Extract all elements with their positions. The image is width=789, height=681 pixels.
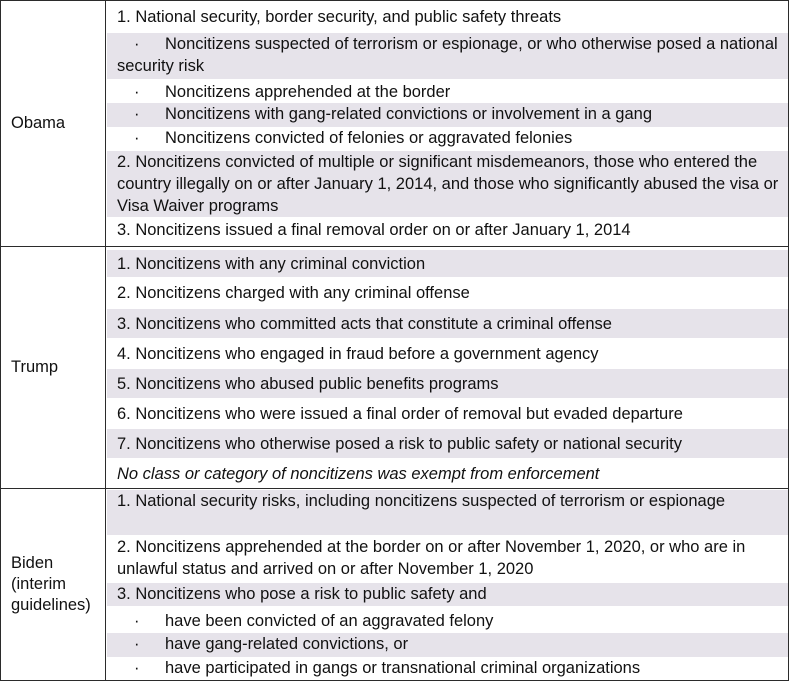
group-biden: [1, 488, 788, 680]
biden-priority-list: [107, 489, 788, 680]
bullet-dot: ·: [134, 105, 140, 123]
row-label-biden: [1, 489, 106, 680]
group-obama: [1, 1, 788, 246]
list-item: 7. Noncitizens who otherwise posed a risk to public safety or national security: [107, 429, 788, 458]
row-label-obama: [1, 1, 106, 246]
group-trump: [1, 246, 788, 488]
label-text: Obama: [11, 114, 66, 132]
list-item: · Noncitizens suspected of terrorism or espionage, or who otherwise posed a national security risk: [107, 33, 788, 79]
label-text: Biden (interim guidelines): [11, 554, 91, 614]
list-item: 2. Noncitizens apprehended at the border on or after November 1, 2020, or who are in unlawful status and arrived on or after November 1, 2020: [107, 536, 788, 580]
list-item: · have been convicted of an aggravated felony: [107, 610, 788, 632]
bullet-dot: ·: [134, 83, 140, 101]
list-item: 1. National security, border security, and public safety threats: [107, 6, 788, 28]
list-item: 3. Noncitizens who committed acts that constitute a criminal offense: [107, 309, 788, 338]
list-item: 1. Noncitizens with any criminal conviction: [107, 250, 788, 277]
list-item: 3. Noncitizens who pose a risk to public safety and: [107, 583, 788, 606]
list-item: 3. Noncitizens issued a final removal order on or after January 1, 2014: [107, 219, 788, 243]
list-item: 2. Noncitizens charged with any criminal offense: [107, 278, 788, 308]
bullet-dot: ·: [134, 635, 140, 653]
list-item: · have gang-related convictions, or: [107, 633, 788, 657]
exemption-note: No class or category of noncitizens was exempt from enforcement: [107, 459, 788, 488]
trump-priority-list: [107, 247, 788, 488]
list-item: · have participated in gangs or transnational criminal organizations: [107, 657, 788, 679]
bullet-dot: ·: [134, 35, 140, 53]
bullet-dot: ·: [134, 659, 140, 677]
bullet-dot: ·: [134, 612, 140, 630]
bullet-dot: ·: [134, 129, 140, 147]
list-item: 5. Noncitizens who abused public benefits programs: [107, 369, 788, 398]
list-item: 6. Noncitizens who were issued a final order of removal but evaded departure: [107, 399, 788, 428]
list-item: 4. Noncitizens who engaged in fraud before a government agency: [107, 339, 788, 368]
list-item: · Noncitizens with gang-related convictions or involvement in a gang: [107, 103, 788, 127]
obama-priority-list: [107, 1, 788, 246]
list-item: · Noncitizens apprehended at the border: [107, 81, 788, 103]
list-item: 1. National security risks, including noncitizens suspected of terrorism or espionage: [107, 490, 788, 535]
list-item: · Noncitizens convicted of felonies or aggravated felonies: [107, 127, 788, 149]
row-label-trump: [1, 247, 106, 488]
list-item: 2. Noncitizens convicted of multiple or significant misdemeanors, those who entered the country illegally on or after January 1, 2014, and those who significantly abused the visa or Visa Waiver programs: [107, 151, 788, 217]
label-text: Trump: [11, 358, 59, 376]
